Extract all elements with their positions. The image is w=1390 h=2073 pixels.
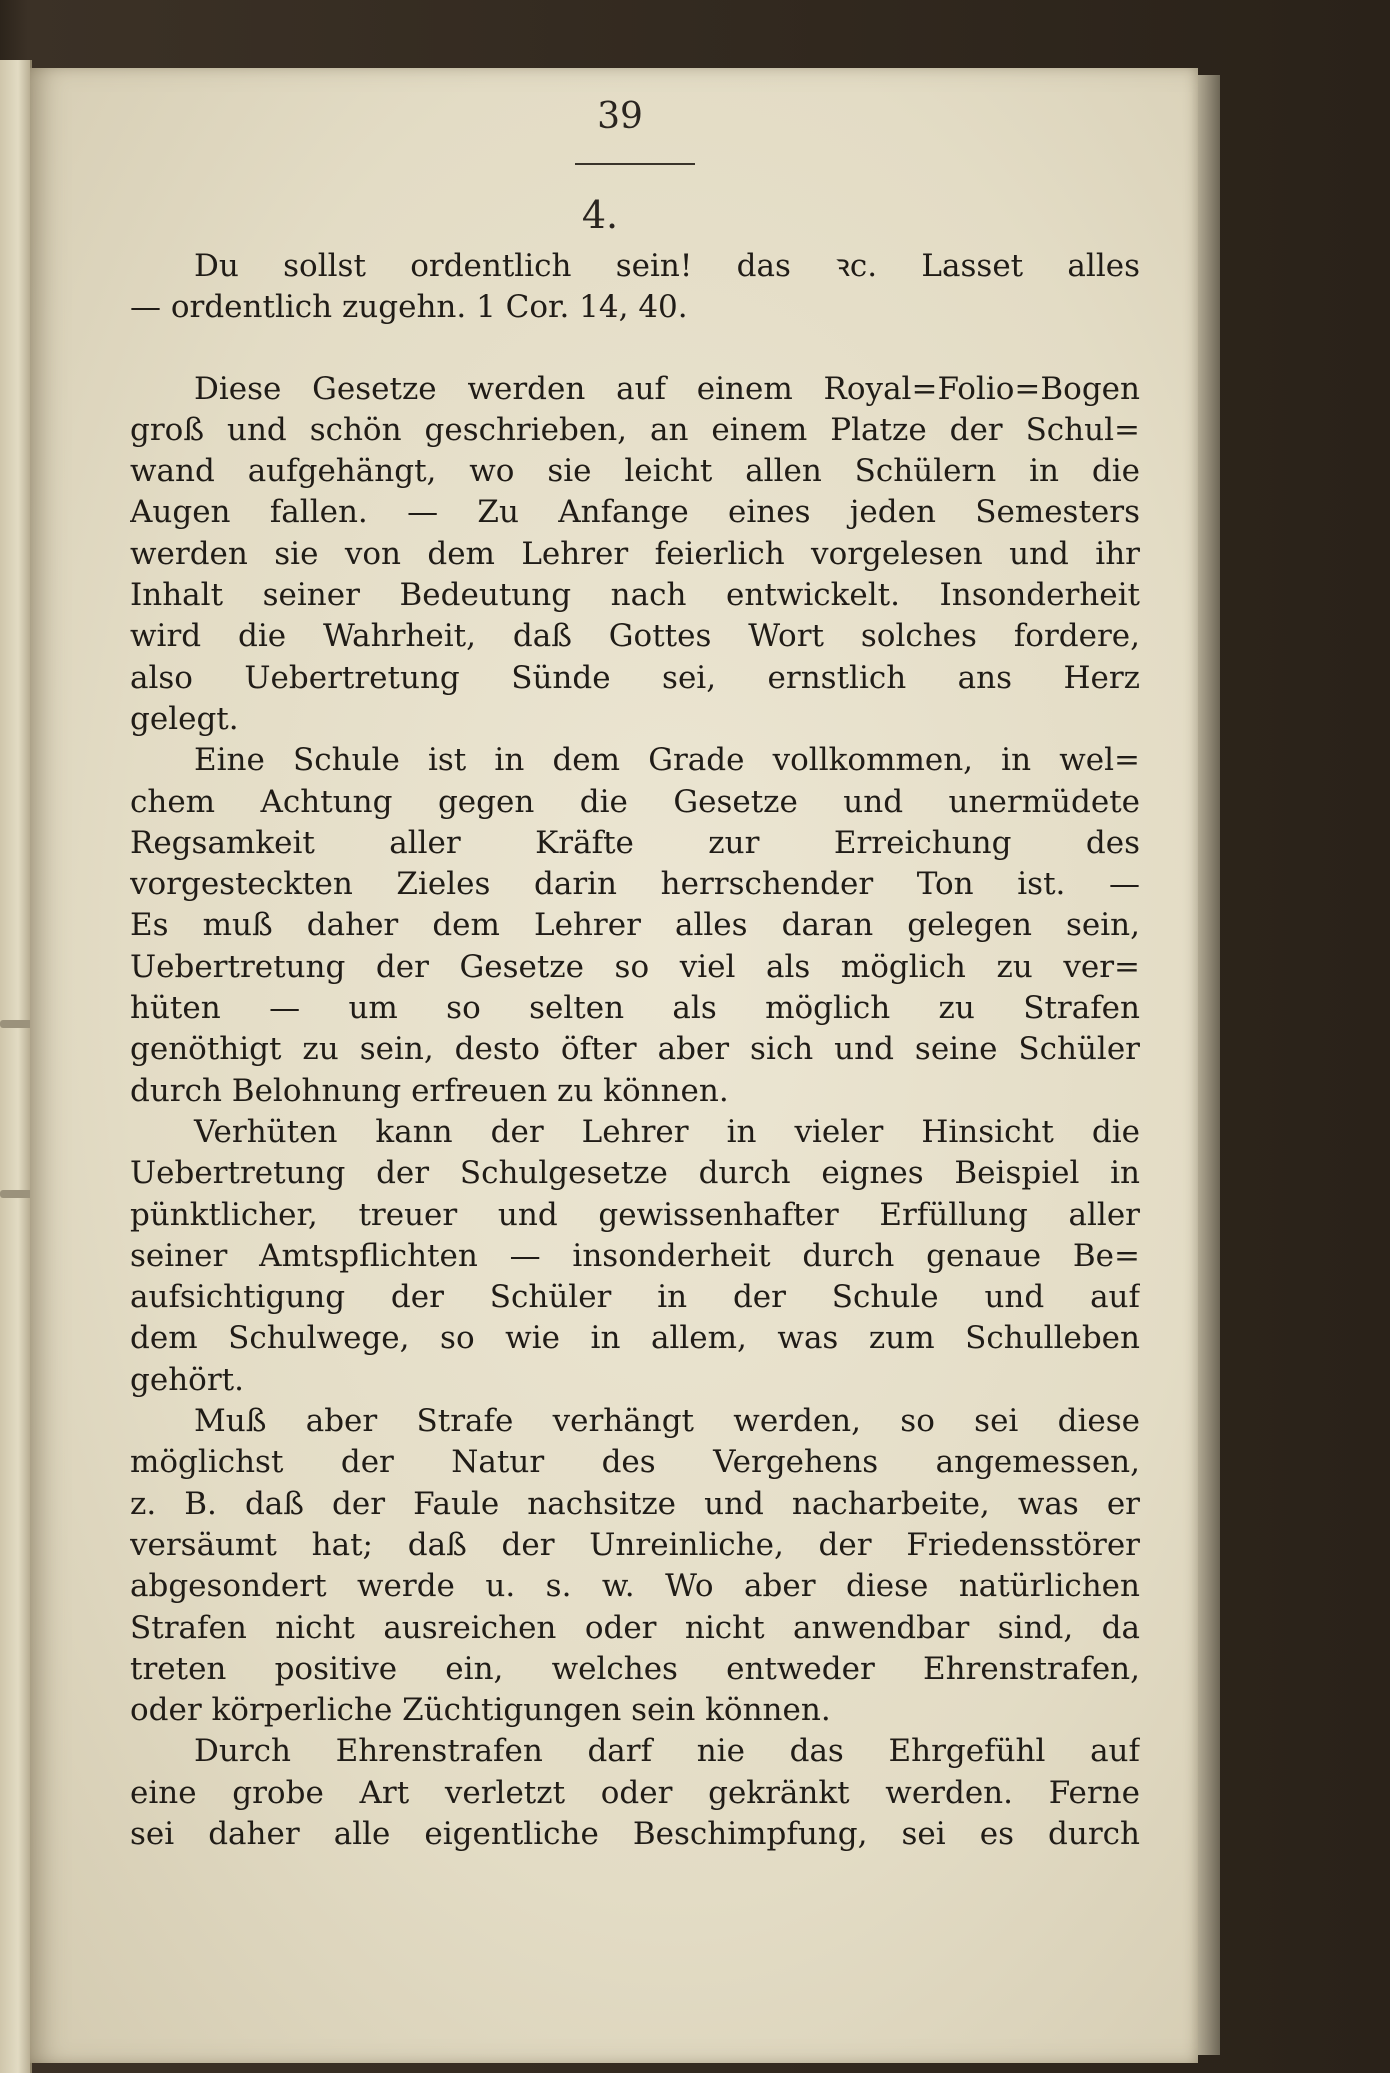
text-line: pünktlicher, treuer und gewissenhafter Erfüllung aller: [130, 1196, 1140, 1233]
text-line: gehört.: [130, 1361, 244, 1398]
text-line: durch Belohnung erfreuen zu können.: [130, 1072, 729, 1109]
text-line: versäumt hat; daß der Unreinliche, der Friedensstörer: [130, 1526, 1140, 1563]
text-line: Augen fallen. — Zu Anfange eines jeden Semesters: [130, 494, 1140, 531]
text-line: — ordentlich zugehn. 1 Cor. 14, 40.: [130, 289, 688, 326]
text-line: wird die Wahrheit, daß Gottes Wort solches fordere,: [130, 618, 1140, 655]
text-line: z. B. daß der Faule nachsitze und nacharbeite, was er: [130, 1485, 1140, 1522]
page-number: 39: [597, 96, 643, 137]
text-line: Regsamkeit aller Kräfte zur Erreichung des: [130, 824, 1140, 861]
section-number: 4.: [581, 193, 619, 237]
text-line: Es muß daher dem Lehrer alles daran gelegen sein,: [130, 907, 1140, 944]
text-line: also Uebertretung Sünde sei, ernstlich ans Herz: [130, 659, 1140, 696]
text-line: wand aufgehängt, wo sie leicht allen Schülern in die: [130, 453, 1140, 490]
book-page: [30, 68, 1198, 2063]
text-line: dem Schulwege, so wie in allem, was zum Schulleben: [130, 1320, 1140, 1357]
text-line: Du sollst ordentlich sein! das ꝛc. Lasset alles: [194, 248, 1140, 284]
text-line: gelegt.: [130, 700, 239, 737]
text-line: hüten — um so selten als möglich zu Strafen: [130, 990, 1140, 1027]
text-line: Verhüten kann der Lehrer in vieler Hinsicht die: [194, 1113, 1140, 1150]
text-line: sei daher alle eigentliche Beschimpfung, sei es durch: [130, 1815, 1140, 1852]
previous-page-edge: [0, 60, 32, 2073]
text-line: chem Achtung gegen die Gesetze und unermüdete: [130, 783, 1140, 820]
text-line: abgesondert werde u. s. w. Wo aber diese natürlichen: [130, 1568, 1140, 1605]
text-line: Uebertretung der Schulgesetze durch eignes Beispiel in: [130, 1155, 1140, 1192]
text-line: möglichst der Natur des Vergehens angemessen,: [130, 1444, 1140, 1481]
text-line: genöthigt zu sein, desto öfter aber sich und seine Schüler: [130, 1031, 1140, 1068]
text-line: Muß aber Strafe verhängt werden, so sei diese: [194, 1403, 1140, 1440]
text-line: Strafen nicht ausreichen oder nicht anwendbar sind, da: [130, 1609, 1140, 1646]
text-line: aufsichtigung der Schüler in der Schule und auf: [130, 1279, 1140, 1316]
text-line: treten positive ein, welches entweder Ehrenstrafen,: [130, 1650, 1140, 1687]
text-line: Uebertretung der Gesetze so viel als möglich zu ver=: [130, 948, 1140, 985]
text-line: groß und schön geschrieben, an einem Platze der Schul=: [130, 411, 1140, 448]
text-line: seiner Amtspflichten — insonderheit durch genaue Be=: [130, 1237, 1140, 1274]
text-line: oder körperliche Züchtigungen sein können.: [130, 1692, 831, 1729]
text-line: werden sie von dem Lehrer feierlich vorgelesen und ihr: [130, 535, 1140, 572]
text-line: Durch Ehrenstrafen darf nie das Ehrgefühl auf: [194, 1733, 1140, 1770]
text-line: Inhalt seiner Bedeutung nach entwickelt. Insonderheit: [130, 577, 1140, 614]
header-rule: [575, 163, 695, 165]
body-text: [130, 246, 1140, 1855]
text-line: Diese Gesetze werden auf einem Royal=Folio=Bogen: [194, 370, 1140, 407]
text-line: eine grobe Art verletzt oder gekränkt werden. Ferne: [130, 1774, 1140, 1811]
text-line: Eine Schule ist in dem Grade vollkommen, in wel=: [194, 742, 1140, 779]
text-line: vorgesteckten Zieles darin herrschender Ton ist. —: [130, 866, 1140, 903]
